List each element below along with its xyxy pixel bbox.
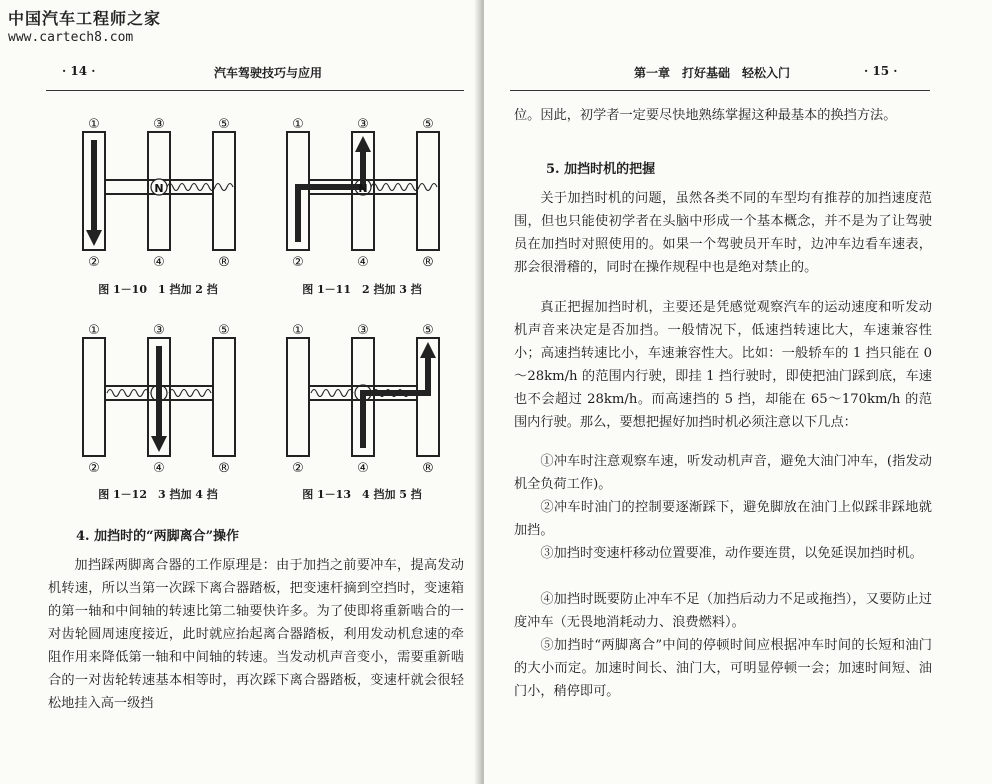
label-gear-3: ③ (357, 117, 369, 132)
label-gear-1: ① (292, 323, 304, 338)
right-page (484, 0, 992, 784)
label-gear-4: ④ (153, 255, 165, 270)
figure-caption-1-12: 图 1－12 3 挡加 4 挡 (98, 488, 218, 501)
label-gear-4: ④ (153, 461, 165, 476)
label-gear-1: ① (88, 117, 100, 132)
figure-caption-1-13: 图 1－13 4 挡加 5 挡 (302, 488, 422, 501)
label-gear-5: ⑤ (218, 117, 230, 132)
label-neutral: N (154, 182, 164, 195)
label-gear-r: ® (217, 255, 231, 270)
label-gear-r: ® (217, 461, 231, 476)
label-gear-4: ④ (357, 461, 369, 476)
gear-diagram-1-12 (66, 318, 266, 478)
label-gear-r: ® (421, 461, 435, 476)
right-header-rule (510, 90, 930, 91)
right-running-title: 第一章 打好基础 轻松入门 (634, 66, 791, 80)
body-point-5: ⑤加挡时“两脚离合”中间的停顿时间应根据冲车时间的长短和油门的大小而定。加速时间长、油门大，可明显停顿一会；加速时间短、油门小，稍停即可。 (514, 638, 932, 699)
label-gear-1: ① (88, 323, 100, 338)
left-page (0, 0, 480, 784)
label-gear-3: ③ (357, 323, 369, 338)
label-gear-1: ① (292, 117, 304, 132)
label-gear-3: ③ (153, 323, 165, 338)
label-gear-5: ⑤ (422, 117, 434, 132)
label-gear-5: ⑤ (422, 323, 434, 338)
right-page-number: · 15 · (864, 64, 898, 78)
label-gear-2: ② (88, 461, 100, 476)
label-gear-3: ③ (153, 117, 165, 132)
body-paragraph-1: 关于加挡时机的问题，虽然各类不同的车型均有推荐的加挡速度范围，但也只能使初学者在头脑中形成一个基本概念，并不是为了让驾驶员在加挡时对照使用的。如果一个驾驶员开车时，边冲车边看车速表，那会很滑稽的，同时在操作规程中也是绝对禁止的。 (514, 191, 932, 275)
watermark-site-url: www.cartech8.com (8, 30, 134, 45)
body-paragraph-2: 真正把握加挡时机，主要还是凭感觉观察汽车的运动速度和听发动机声音来决定是否加挡。一般情况下，低速挡转速比大，车速兼容性小；高速挡转速比小，车速兼容性大。比如：一般轿车的 1 挡只能在 0～28km/h 的范围内行驶，即挂 1 挡行驶时，即使把油门踩到底，车速也不会超过 28km/h。而高速挡的 5 挡，却能在 65～170km/h 的范围内行驶。那么，要想把握好加挡时机必须注意以下几点： (514, 300, 932, 430)
label-gear-2: ② (88, 255, 100, 270)
section-title-4: 4. 加挡时的“两脚离合”操作 (76, 529, 240, 544)
gear-diagram-1-11 (270, 112, 470, 272)
watermark-site-name: 中国汽车工程师之家 (8, 9, 162, 28)
gear-diagram-1-13 (270, 318, 470, 478)
body-point-2: ②冲车时油门的控制要逐渐踩下，避免脚放在油门上似踩非踩地就加挡。 (514, 500, 932, 538)
body-point-4: ④加挡时既要防止冲车不足（加挡后动力不足或拖挡），又要防止过度冲车（无畏地消耗动力、浪费燃料）。 (514, 592, 932, 630)
label-gear-2: ② (292, 255, 304, 270)
left-page-number: · 14 · (62, 64, 96, 78)
label-gear-4: ④ (357, 255, 369, 270)
left-body-paragraph: 加挡踩两脚离合器的工作原理是：由于加挡之前要冲车，提高发动机转速，所以当第一次踩下离合器踏板，把变速杆摘到空挡时，变速箱的第一轴和中间轴的转速比第二轴要快许多。为了使即将重新啮合的一对齿轮圆周速度接近，此时就应抬起离合器踏板，利用发动机怠速的牵阻作用来降低第一轴和中间轴的转速。当发动机声音变小，需要重新啮合的一对齿轮转速基本相等时，再次踩下离合器踏板，变速杆就会很轻松地挂入高一级挡 (48, 558, 464, 711)
label-neutral: N (358, 182, 368, 195)
section-title-5: 5. 加挡时机的把握 (546, 162, 656, 177)
left-header-rule (46, 90, 464, 91)
label-gear-5: ⑤ (218, 323, 230, 338)
body-point-3: ③加挡时变速杆移动位置要准，动作要连贯，以免延误加挡时机。 (540, 546, 923, 561)
body-point-1: ①冲车时注意观察车速，听发动机声音，避免大油门冲车，(指发动机全负荷工作)。 (514, 454, 932, 492)
figure-caption-1-11: 图 1－11 2 挡加 3 挡 (302, 283, 422, 296)
label-gear-2: ② (292, 461, 304, 476)
label-gear-r: ® (421, 255, 435, 270)
left-running-title: 汽车驾驶技巧与应用 (214, 66, 323, 80)
continuation-paragraph: 位。因此，初学者一定要尽快地熟练掌握这种最基本的换挡方法。 (514, 108, 897, 123)
figure-caption-1-10: 图 1－10 1 挡加 2 挡 (98, 283, 218, 296)
gear-diagram-1-10 (66, 112, 266, 272)
